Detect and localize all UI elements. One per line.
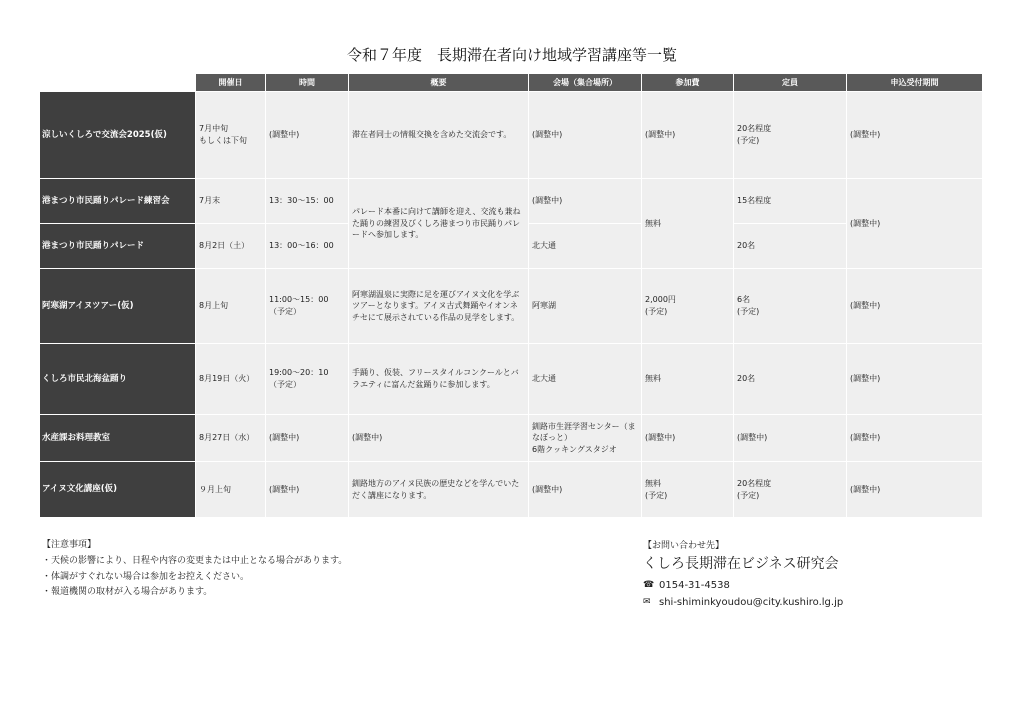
organization-name: くしろ長期滞在ビジネス研究会 (643, 556, 839, 572)
header-application: 申込受付期間 (847, 74, 983, 92)
header-time: 時間 (266, 74, 349, 92)
course-application: (調整中) (847, 344, 983, 415)
course-venue: (調整中) (529, 179, 642, 224)
notes-heading: 【注意事項】 (42, 540, 97, 550)
course-fee: 無料 (642, 179, 734, 269)
course-date: 7月中旬 もしくは下旬 (196, 92, 266, 179)
table-row (40, 92, 983, 179)
course-venue: 北大通 (529, 344, 642, 415)
course-time: 13：30～15：00 (266, 179, 349, 224)
header-capacity: 定員 (734, 74, 847, 92)
course-date: 8月19日（火） (196, 344, 266, 415)
course-venue: 北大通 (529, 224, 642, 269)
course-application: (調整中) (847, 462, 983, 518)
course-date: 7月末 (196, 179, 266, 224)
course-venue: (調整中) (529, 92, 642, 179)
course-name: 水産課お料理教室 (40, 415, 196, 462)
course-summary: 手踊り、仮装、フリースタイルコンクールとバラエティに富んだ盆踊りに参加します。 (349, 344, 529, 415)
course-date: 8月27日（水） (196, 415, 266, 462)
note-item: ・天候の影響により、日程や内容の変更または中止となる場合があります。 (42, 555, 348, 566)
mail-icon: ✉ (643, 596, 651, 607)
course-fee: 無料 (642, 344, 734, 415)
course-summary: (調整中) (349, 415, 529, 462)
course-name: 阿寒湖アイヌツアー(仮) (40, 269, 196, 344)
contact-section (643, 538, 843, 611)
course-summary: パレード本番に向けて講師を迎え、交流も兼ねた踊りの練習及びくしろ港まつり市民踊りパレードへ参加します。 (349, 179, 529, 269)
email-address[interactable]: shi-shiminkyoudou@city.kushiro.lg.jp (659, 597, 844, 608)
header-fee: 参加費 (642, 74, 734, 92)
table-row (40, 179, 983, 224)
course-venue: 釧路市生涯学習センター（まなぼっと） 6階クッキングスタジオ (529, 415, 642, 462)
course-capacity: 20名程度 (予定) (734, 92, 847, 179)
table-row (40, 344, 983, 415)
course-capacity: 15名程度 (734, 179, 847, 224)
course-capacity: 20名程度 (予定) (734, 462, 847, 518)
header-date: 開催日 (196, 74, 266, 92)
course-time: 13：00～16：00 (266, 224, 349, 269)
course-name: 涼しいくしろで交流会2025(仮) (40, 92, 196, 179)
course-capacity: (調整中) (734, 415, 847, 462)
course-application: (調整中) (847, 269, 983, 344)
course-application: (調整中) (847, 415, 983, 462)
course-time: 11:00～15：00 （予定） (266, 269, 349, 344)
header-summary: 概要 (349, 74, 529, 92)
contact-heading: 【お問い合わせ先】 (643, 541, 725, 551)
course-name: 港まつり市民踊りパレード (40, 224, 196, 269)
course-name: くしろ市民北海盆踊り (40, 344, 196, 415)
table-row (40, 269, 983, 344)
course-application: (調整中) (847, 92, 983, 179)
course-capacity: 20名 (734, 224, 847, 269)
course-summary: 滞在者同士の情報交換を含めた交流会です。 (349, 92, 529, 179)
course-name: アイヌ文化講座(仮) (40, 462, 196, 518)
header-venue: 会場（集合場所） (529, 74, 642, 92)
course-summary: 阿寒湖温泉に実際に足を運びアイヌ文化を学ぶツアーとなります。アイヌ古式舞踊やイオンネチセにて展示されている作品の見学をします。 (349, 269, 529, 344)
course-date: 8月2日（土） (196, 224, 266, 269)
note-item: ・報道機関の取材が入る場合があります。 (42, 587, 213, 598)
course-fee: (調整中) (642, 415, 734, 462)
course-capacity: 6名 (予定) (734, 269, 847, 344)
course-capacity: 20名 (734, 344, 847, 415)
course-time: (調整中) (266, 92, 349, 179)
notes-section (42, 538, 347, 601)
course-date: ９月上旬 (196, 462, 266, 518)
phone-number: 0154-31-4538 (659, 580, 730, 591)
course-venue: 阿寒湖 (529, 269, 642, 344)
course-fee: 2,000円 (予定) (642, 269, 734, 344)
page-title: 令和７年度 長期滞在者向け地域学習講座等一覧 (346, 46, 677, 64)
table-row (40, 415, 983, 462)
course-fee: (調整中) (642, 92, 734, 179)
course-table (39, 73, 983, 518)
course-date: 8月上旬 (196, 269, 266, 344)
table-row (40, 462, 983, 518)
email-line (643, 594, 843, 611)
header-corner (40, 74, 196, 92)
table-header-row (40, 74, 983, 92)
course-time: 19:00～20：10 （予定） (266, 344, 349, 415)
course-application: (調整中) (847, 179, 983, 269)
course-time: (調整中) (266, 415, 349, 462)
course-summary: 釧路地方のアイヌ民族の歴史などを学んでいただく講座になります。 (349, 462, 529, 518)
phone-line (643, 577, 843, 594)
note-item: ・体調がすぐれない場合は参加をお控えください。 (42, 571, 250, 582)
course-time: (調整中) (266, 462, 349, 518)
course-name: 港まつり市民踊りパレード練習会 (40, 179, 196, 224)
course-fee: 無料 (予定) (642, 462, 734, 518)
course-venue: (調整中) (529, 462, 642, 518)
phone-icon: ☎ (643, 579, 655, 590)
